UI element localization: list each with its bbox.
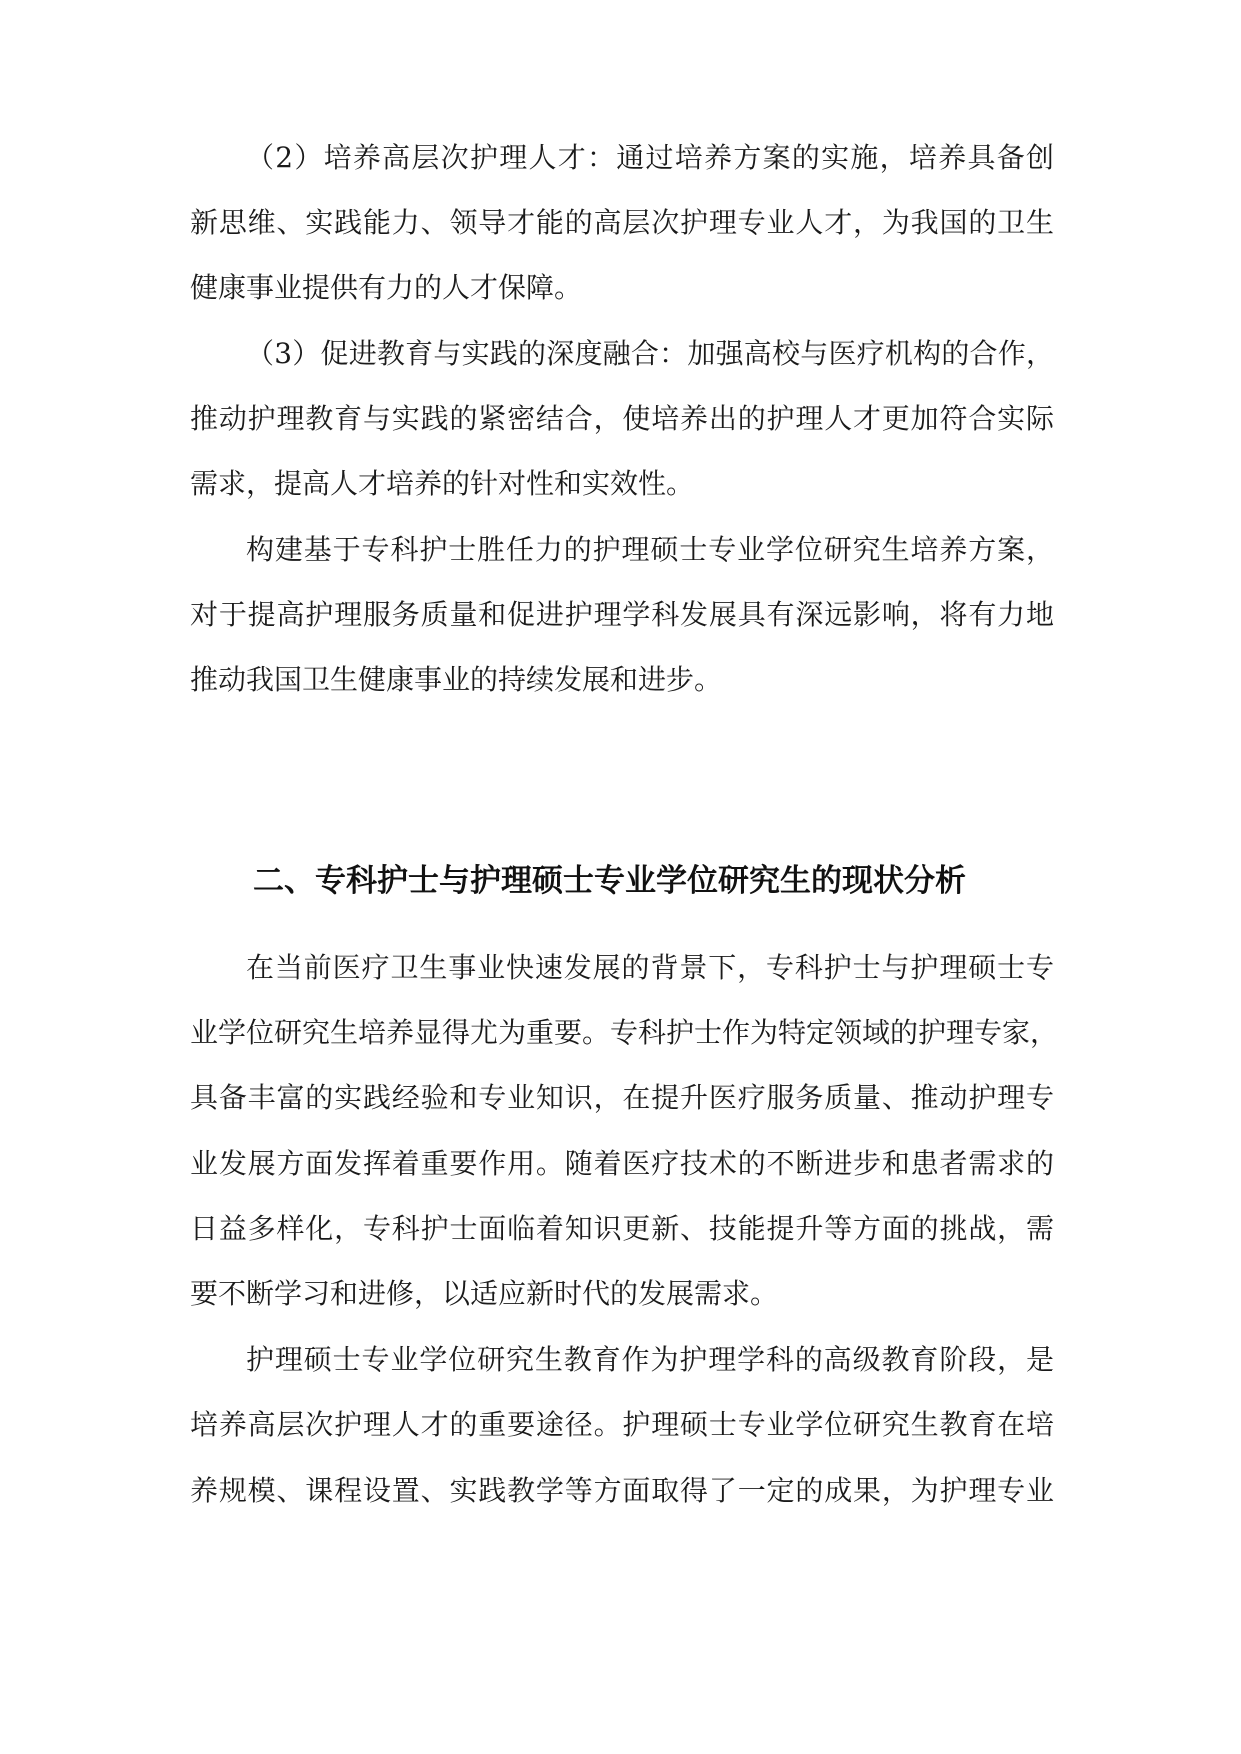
paragraph-4-line-6: 要不断学习和进修，以适应新时代的发展需求。 xyxy=(190,1277,779,1310)
paragraph-3-line-3: 推动我国卫生健康事业的持续发展和进步。 xyxy=(190,663,723,696)
paragraph-4-line-5: 日益多样化，专科护士面临着知识更新、技能提升等方面的挑战，需 xyxy=(190,1212,1054,1245)
section-heading: 二、专科护士与护理硕士专业学位研究生的现状分析 xyxy=(253,863,966,899)
paragraph-2-line-2: 推动护理教育与实践的紧密结合，使培养出的护理人才更加符合实际 xyxy=(190,402,1054,435)
paragraph-1-line-3: 健康事业提供有力的人才保障。 xyxy=(190,271,583,304)
paragraph-3-line-1: 构建基于专科护士胜任力的护理硕士专业学位研究生培养方案， xyxy=(246,533,1054,566)
paragraph-4-line-4: 业发展方面发挥着重要作用。随着医疗技术的不断进步和患者需求的 xyxy=(190,1147,1054,1180)
paragraph-5-line-3: 养规模、课程设置、实践教学等方面取得了一定的成果，为护理专业 xyxy=(190,1474,1054,1507)
paragraph-3-line-2: 对于提高护理服务质量和促进护理学科发展具有深远影响，将有力地 xyxy=(190,598,1054,631)
paragraph-4-line-2: 业学位研究生培养显得尤为重要。专科护士作为特定领域的护理专家， xyxy=(190,1016,1059,1049)
paragraph-4-line-1: 在当前医疗卫生事业快速发展的背景下，专科护士与护理硕士专 xyxy=(246,951,1054,984)
paragraph-1-line-1: （2）培养高层次护理人才：通过培养方案的实施，培养具备创 xyxy=(246,141,1054,174)
paragraph-5-line-1: 护理硕士专业学位研究生教育作为护理学科的高级教育阶段，是 xyxy=(246,1343,1054,1376)
paragraph-4-line-3: 具备丰富的实践经验和专业知识，在提升医疗服务质量、推动护理专 xyxy=(190,1081,1054,1114)
paragraph-2-line-1: （3）促进教育与实践的深度融合：加强高校与医疗机构的合作， xyxy=(246,337,1054,370)
paragraph-1-line-2: 新思维、实践能力、领导才能的高层次护理专业人才，为我国的卫生 xyxy=(190,206,1054,239)
paragraph-2-line-3: 需求，提高人才培养的针对性和实效性。 xyxy=(190,467,695,500)
paragraph-5-line-2: 培养高层次护理人才的重要途径。护理硕士专业学位研究生教育在培 xyxy=(190,1408,1054,1441)
